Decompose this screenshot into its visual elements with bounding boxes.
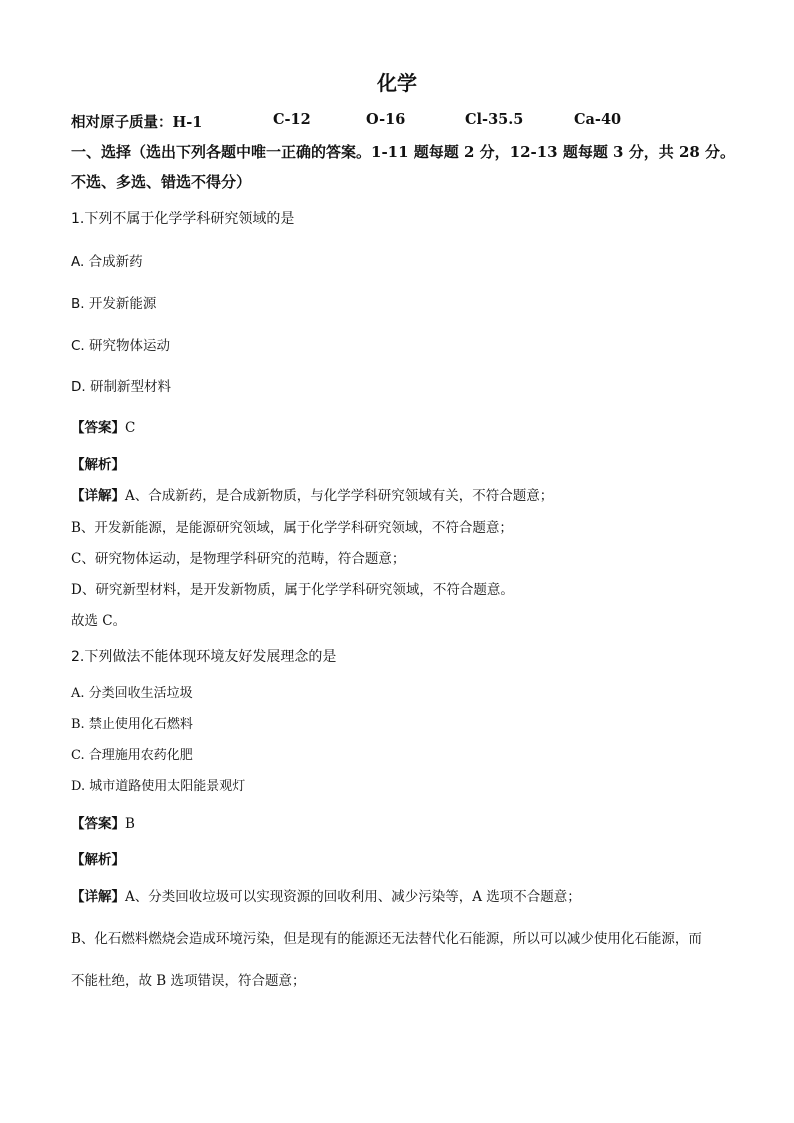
- q1-option-b: B. 开发新能源: [71, 296, 157, 312]
- q2-option-c: C. 合理施用农药化肥: [71, 748, 193, 763]
- atomic-mass-cl: Cl-35.5: [465, 111, 524, 128]
- q1-detail-line-4: D、研究新型材料，是开发新物质，属于化学学科研究领域，不符合题意。: [71, 582, 514, 598]
- q2-option-a: A. 分类回收生活垃圾: [71, 686, 193, 701]
- q1-answer-tag: 【答案】: [71, 420, 125, 436]
- q2-detail-line-3: 不能杜绝，故 B 选项错误，符合题意；: [71, 973, 306, 989]
- q1-detail-text-1: A、合成新药，是合成新物质，与化学学科研究领域有关，不符合题意；: [125, 488, 554, 504]
- q2-option-d: D. 城市道路使用太阳能景观灯: [71, 779, 246, 794]
- q1-stem: 1.下列不属于化学学科研究领域的是: [71, 211, 295, 227]
- q2-detail-tag: 【详解】: [71, 889, 125, 905]
- q2-analysis-tag: 【解析】: [71, 852, 125, 868]
- q2-detail-text-1: A、分类回收垃圾可以实现资源的回收利用、减少污染等，A 选项不合题意；: [125, 889, 581, 905]
- q2-option-b: B. 禁止使用化石燃料: [71, 717, 193, 732]
- atomic-mass-label: 相对原子质量：H-1: [71, 114, 203, 131]
- atomic-mass-c: C-12: [273, 111, 311, 128]
- page-title: 化学: [377, 71, 417, 95]
- q1-detail-line-2: B、开发新能源，是能源研究领域，属于化学学科研究领域，不符合题意；: [71, 520, 513, 536]
- q2-detail-line-2: B、化石燃料燃烧会造成环境污染，但是现有的能源还无法替代化石能源，所以可以减少使用化石能源，而: [71, 931, 702, 947]
- q2-stem: 2.下列做法不能体现环境友好发展理念的是: [71, 649, 337, 665]
- q1-answer-value: C: [125, 420, 136, 436]
- atomic-mass-ca: Ca-40: [574, 111, 622, 128]
- q1-option-a: A. 合成新药: [71, 254, 143, 270]
- q1-option-d: D. 研制新型材料: [71, 379, 171, 395]
- q1-detail-tag: 【详解】: [71, 488, 125, 504]
- q1-option-c: C. 研究物体运动: [71, 338, 171, 354]
- section-heading: 一、选择（选出下列各题中唯一正确的答案。1-11 题每题 2 分，12-13 题每题 3 分，共 28 分。: [71, 143, 736, 161]
- atomic-mass-o: O-16: [366, 111, 406, 128]
- q1-analysis-tag: 【解析】: [71, 457, 125, 473]
- q2-answer-value: B: [125, 816, 135, 832]
- q1-conclusion: 故选 C。: [71, 613, 127, 629]
- q1-detail-line-1: [71, 484, 553, 504]
- q1-detail-line-3: C、研究物体运动，是物理学科研究的范畴，符合题意；: [71, 551, 406, 567]
- q1-answer: [71, 416, 135, 436]
- q2-answer: [71, 812, 135, 832]
- q2-detail-line-1: [71, 885, 581, 905]
- q2-answer-tag: 【答案】: [71, 816, 125, 832]
- section-heading-cont: 不选、多选、错选不得分）: [71, 173, 252, 191]
